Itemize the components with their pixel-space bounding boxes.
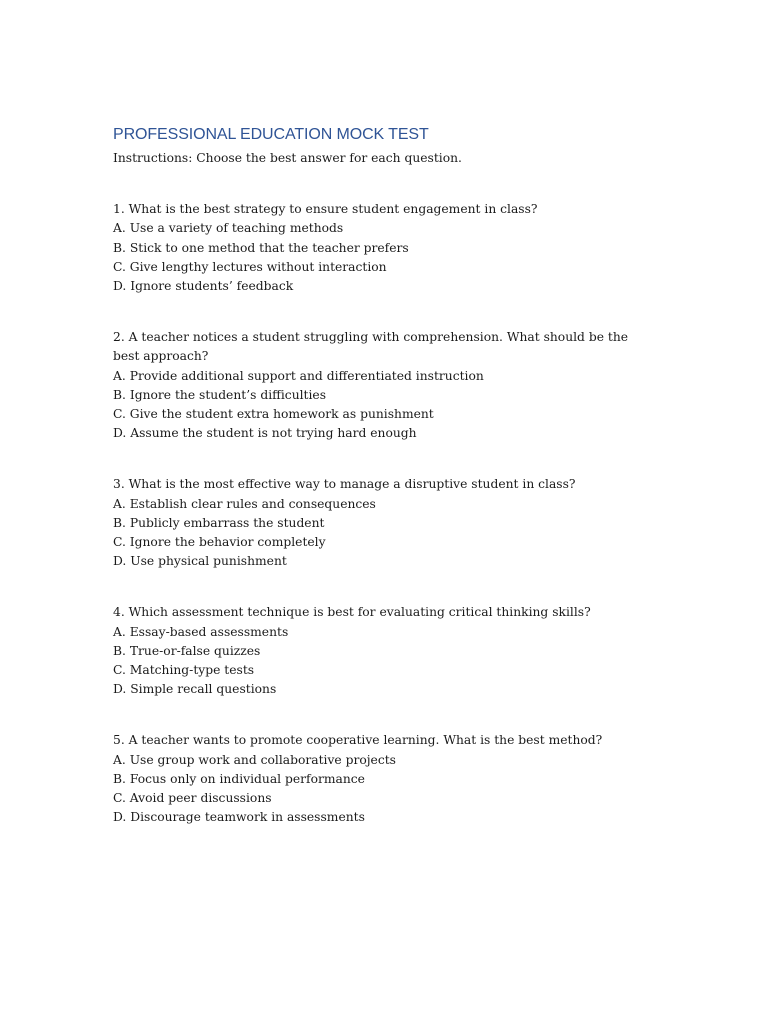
answer-option: C. Ignore the behavior completely (113, 535, 326, 550)
instructions-text: Instructions: Choose the best answer for each question. (113, 151, 462, 165)
answer-option: D. Discourage teamwork in assessments (113, 810, 365, 825)
answer-option: A. Use a variety of teaching methods (113, 221, 344, 236)
answer-option: C. Give the student extra homework as punishment (113, 407, 434, 422)
answer-option: B. Focus only on individual performance (113, 771, 365, 786)
question-block (113, 328, 653, 443)
answer-option: D. Simple recall questions (113, 682, 277, 697)
answer-option: C. Matching-type tests (113, 663, 255, 678)
answer-option: A. Establish clear rules and consequences (113, 496, 376, 511)
question-text: 1. What is the best strategy to ensure student engagement in class? (113, 202, 538, 217)
document-content (113, 124, 653, 827)
answer-option: A. Provide additional support and differentiated instruction (113, 368, 484, 383)
question-block (113, 603, 653, 699)
answer-option: B. Ignore the student’s difficulties (113, 387, 327, 402)
question-text: 3. What is the most effective way to manage a disruptive student in class? (113, 477, 576, 492)
question-block (113, 731, 653, 827)
answer-option: D. Assume the student is not trying hard enough (113, 426, 417, 441)
answer-option: A. Use group work and collaborative projects (113, 752, 396, 767)
question-block (113, 475, 653, 571)
answer-option: C. Avoid peer discussions (113, 791, 272, 806)
answer-option: C. Give lengthy lectures without interaction (113, 259, 387, 274)
answer-option: B. True-or-false quizzes (113, 643, 261, 658)
question-text: 5. A teacher wants to promote cooperative learning. What is the best method? (113, 733, 603, 748)
answer-option: D. Use physical punishment (113, 554, 287, 569)
question-block (113, 200, 653, 296)
answer-option: D. Ignore students’ feedback (113, 279, 294, 294)
document-title: PROFESSIONAL EDUCATION MOCK TEST (113, 126, 429, 143)
answer-option: B. Stick to one method that the teacher prefers (113, 240, 409, 255)
answer-option: B. Publicly embarrass the student (113, 515, 325, 530)
question-text: 4. Which assessment technique is best for evaluating critical thinking skills? (113, 605, 591, 620)
answer-option: A. Essay-based assessments (113, 624, 289, 639)
question-text: 2. A teacher notices a student struggling with comprehension. What should be the best approach? (113, 330, 629, 364)
